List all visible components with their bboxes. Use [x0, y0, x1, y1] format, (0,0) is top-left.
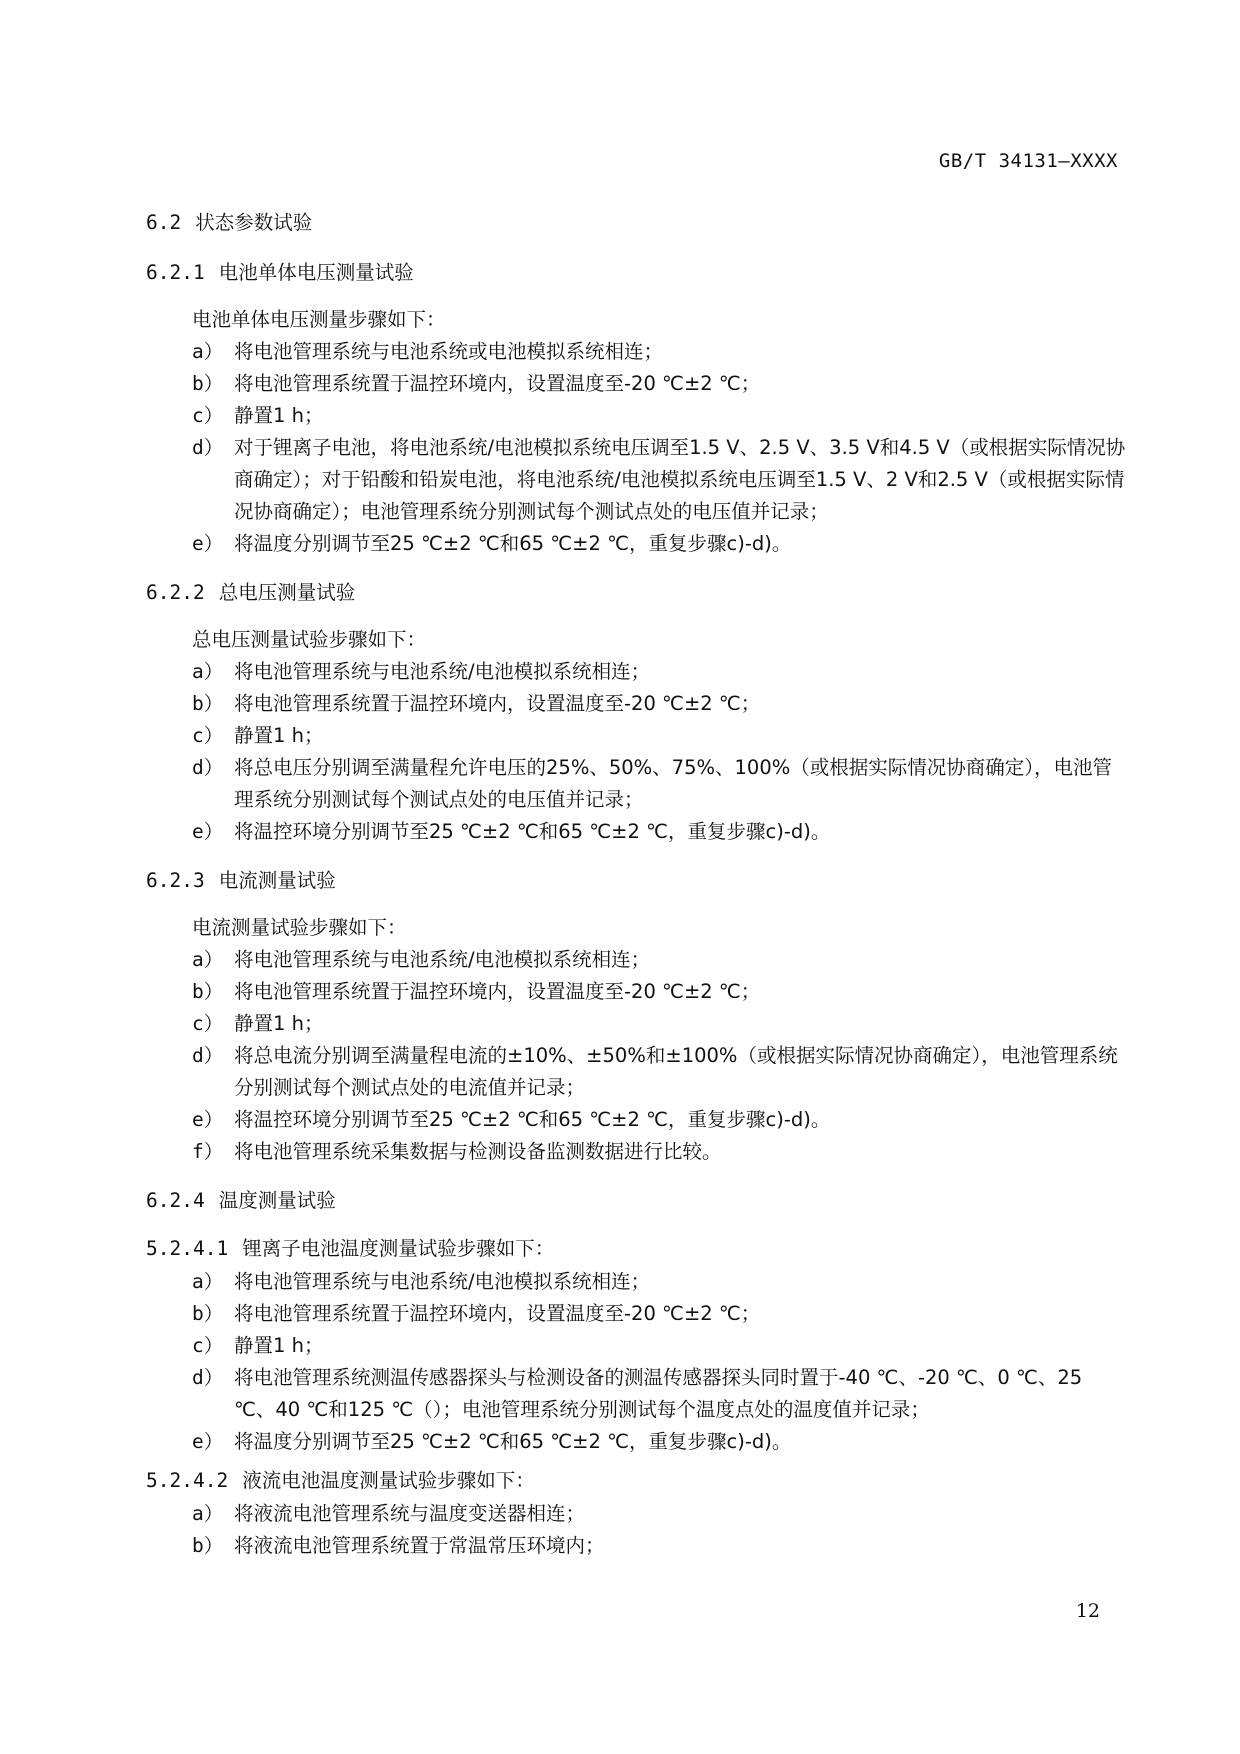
subsection-6-2-2 [146, 576, 1126, 848]
subsection-title: 电流测量试验 [218, 869, 336, 892]
subsection-title: 电池单体电压测量试验 [218, 261, 414, 284]
list-item [146, 336, 1126, 368]
subsection-number: 6.2.1 [146, 261, 205, 284]
subsection-heading [146, 864, 1126, 898]
list-text: 将电池管理系统与电池系统/电池模拟系统相连； [234, 660, 651, 683]
clause-5-2-4-1 [146, 1232, 1126, 1458]
list-text: 将电池管理系统与电池系统/电池模拟系统相连； [234, 1270, 651, 1293]
list-text: 将液流电池管理系统与温度变送器相连； [234, 1502, 586, 1525]
list-text: 将电池管理系统置于温控环境内，设置温度至-20 ℃±2 ℃； [234, 980, 761, 1003]
clause-title: 锂离子电池温度测量试验步骤如下： [242, 1237, 555, 1260]
list-text: 静置1 h； [234, 1012, 324, 1035]
list-marker: a） [192, 1270, 224, 1293]
list-marker: d） [192, 1366, 224, 1389]
list-item [146, 400, 1126, 432]
list-item [146, 1498, 1126, 1530]
list-item [146, 368, 1126, 400]
subsection-6-2-1 [146, 256, 1126, 560]
subsection-heading [146, 1184, 1126, 1218]
list-item [146, 1266, 1126, 1298]
list-marker: a） [192, 340, 224, 363]
subsection-6-2-3 [146, 864, 1126, 1168]
section-number: 6.2 [146, 211, 182, 234]
list-marker: c） [192, 1012, 224, 1035]
list-marker: b） [192, 1534, 224, 1557]
clause-5-2-4-2 [146, 1464, 1126, 1562]
list-text: 静置1 h； [234, 404, 324, 427]
list-text: 将电池管理系统置于温控环境内，设置温度至-20 ℃±2 ℃； [234, 372, 761, 395]
section-title: 状态参数试验 [195, 211, 313, 234]
list-item [146, 1426, 1126, 1458]
section-heading [146, 206, 1126, 240]
list-marker: c） [192, 1334, 224, 1357]
subsection-number: 6.2.4 [146, 1189, 205, 1212]
clause-number: 5.2.4.2 [146, 1469, 229, 1492]
list-item [146, 432, 1126, 528]
page-number: 12 [1075, 1600, 1100, 1622]
list-item [146, 720, 1126, 752]
list-text: 将电池管理系统置于温控环境内，设置温度至-20 ℃±2 ℃； [234, 692, 761, 715]
list-item [146, 944, 1126, 976]
list-item [146, 1530, 1126, 1562]
list-text: 将液流电池管理系统置于常温常压环境内； [234, 1534, 605, 1557]
list-item [146, 1040, 1126, 1104]
list-text: 静置1 h； [234, 1334, 324, 1357]
list-text: 将温度分别调节至25 ℃±2 ℃和65 ℃±2 ℃，重复步骤c)-d)。 [234, 1430, 792, 1453]
list-text: 静置1 h； [234, 724, 324, 747]
page-content [146, 206, 1126, 1578]
list-marker: e） [192, 1430, 224, 1453]
document-id: GB/T 34131—XXXX [938, 150, 1118, 172]
list-marker: a） [192, 948, 224, 971]
subsection-6-2-4 [146, 1184, 1126, 1562]
subsection-title: 温度测量试验 [218, 1189, 336, 1212]
list-item [146, 976, 1126, 1008]
list-text: 将总电流分别调至满量程电流的±10%、±50%和±100%（或根据实际情况协商确定），电池管理系统分别测试每个测试点处的电流值并记录； [234, 1044, 1118, 1099]
subsection-number: 6.2.3 [146, 869, 205, 892]
list-item [146, 752, 1126, 816]
clause-title: 液流电池温度测量试验步骤如下： [242, 1469, 535, 1492]
clause-heading [146, 1232, 1126, 1266]
subsection-intro: 总电压测量试验步骤如下： [192, 628, 427, 651]
list-marker: f） [192, 1140, 224, 1163]
list-marker: a） [192, 660, 224, 683]
clause-heading [146, 1464, 1126, 1498]
list-text: 将温控环境分别调节至25 ℃±2 ℃和65 ℃±2 ℃，重复步骤c)-d)。 [234, 1108, 831, 1131]
list-item [146, 1330, 1126, 1362]
clause-number: 5.2.4.1 [146, 1237, 229, 1260]
list-item [146, 1362, 1126, 1426]
list-text: 将电池管理系统置于温控环境内，设置温度至-20 ℃±2 ℃； [234, 1302, 761, 1325]
list-marker: a） [192, 1502, 224, 1525]
list-item [146, 1298, 1126, 1330]
list-text: 将温控环境分别调节至25 ℃±2 ℃和65 ℃±2 ℃，重复步骤c)-d)。 [234, 820, 831, 843]
list-marker: d） [192, 1044, 224, 1067]
list-marker: b） [192, 1302, 224, 1325]
list-item [146, 816, 1126, 848]
list-item [146, 688, 1126, 720]
list-marker: d） [192, 756, 224, 779]
list-item [146, 1136, 1126, 1168]
list-marker: e） [192, 820, 224, 843]
list-item [146, 656, 1126, 688]
subsection-intro: 电流测量试验步骤如下： [192, 916, 407, 939]
subsection-heading [146, 576, 1126, 610]
list-marker: b） [192, 372, 224, 395]
list-marker: c） [192, 404, 224, 427]
list-marker: c） [192, 724, 224, 747]
list-item [146, 1008, 1126, 1040]
list-marker: b） [192, 692, 224, 715]
list-text: 将温度分别调节至25 ℃±2 ℃和65 ℃±2 ℃，重复步骤c)-d)。 [234, 532, 792, 555]
list-text: 对于锂离子电池，将电池系统/电池模拟系统电压调至1.5 V、2.5 V、3.5 V和4.5 V（或根据实际情况协商确定）；对于铅酸和铅炭电池，将电池系统/电池模拟系统电压调至1.5 V、2 V和2.5 V（或根据实际情况协商确定）；电池管理系统分别测试每个测试点处的电压值并记录； [234, 436, 1126, 523]
list-marker: d） [192, 436, 224, 459]
subsection-title: 总电压测量试验 [218, 581, 356, 604]
list-text: 将电池管理系统测温传感器探头与检测设备的测温传感器探头同时置于-40 ℃、-20 ℃、0 ℃、25 ℃、40 ℃和125 ℃（）；电池管理系统分别测试每个温度点处的温度值并记录； [234, 1366, 1083, 1421]
list-text: 将电池管理系统与电池系统/电池模拟系统相连； [234, 948, 651, 971]
subsection-number: 6.2.2 [146, 581, 205, 604]
list-text: 将电池管理系统与电池系统或电池模拟系统相连； [234, 340, 664, 363]
list-marker: e） [192, 1108, 224, 1131]
list-text: 将总电压分别调至满量程允许电压的25%、50%、75%、100%（或根据实际情况协商确定），电池管理系统分别测试每个测试点处的电压值并记录； [234, 756, 1113, 811]
list-marker: b） [192, 980, 224, 1003]
subsection-intro: 电池单体电压测量步骤如下： [192, 308, 446, 331]
subsection-heading [146, 256, 1126, 290]
list-item [146, 1104, 1126, 1136]
list-item [146, 528, 1126, 560]
list-text: 将电池管理系统采集数据与检测设备监测数据进行比较。 [234, 1140, 722, 1163]
list-marker: e） [192, 532, 224, 555]
